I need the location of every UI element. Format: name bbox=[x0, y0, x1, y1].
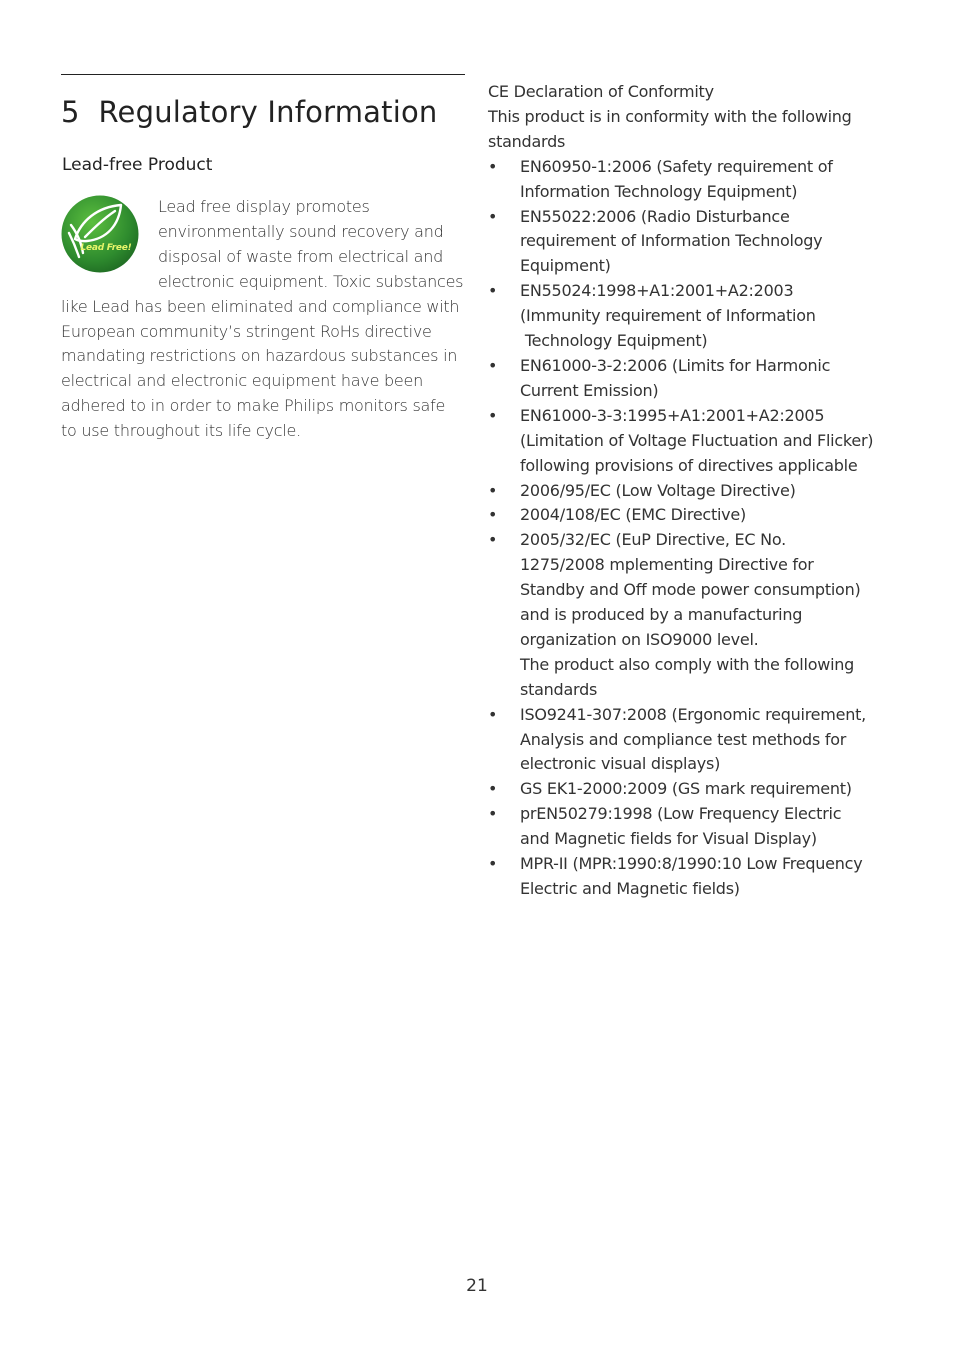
standards-list-item bbox=[488, 155, 888, 205]
standards-item-line: ISO9241-307:2008 (Ergonomic requirement, bbox=[520, 704, 866, 724]
bullet: • bbox=[488, 281, 498, 301]
standards-item-line: organization on ISO9000 level. bbox=[520, 629, 759, 649]
ce-intro: This product is in conformity with the following standards bbox=[488, 106, 852, 151]
standards-item-line: 1275/2008 mplementing Directive for bbox=[520, 555, 814, 575]
standards-item-line: EN55024:1998+A1:2001+A2:2003 bbox=[520, 281, 794, 301]
bullet: • bbox=[488, 779, 498, 799]
standards-item-line: 2005/32/EC (EuP Directive, EC No. bbox=[520, 530, 786, 550]
standards-item-line: Information Technology Equipment) bbox=[520, 181, 798, 201]
bullet: • bbox=[488, 405, 498, 425]
bullet: • bbox=[488, 206, 498, 226]
standards-item-line: (Immunity requirement of Information bbox=[520, 306, 816, 326]
standards-list-item bbox=[488, 354, 888, 404]
lead-free-paragraph: Lead free display promotes environmentally sound recovery and disposal of waste from electrical and electronic equipment. Toxic substances like Lead has been eliminated and compliance with European community’s stringent RoHs directive mandating restrictions on hazardous substances in electrical and electronic equipment have been adhered to in order to make Philips monitors safe to use throughout its life cycle. bbox=[61, 197, 464, 441]
standards-list-item bbox=[488, 279, 888, 354]
standards-item-line: MPR-II (MPR:1990:8/1990:10 Low Frequency bbox=[520, 854, 863, 874]
left-column bbox=[61, 74, 465, 444]
standards-list-item bbox=[488, 852, 888, 902]
bullet: • bbox=[488, 704, 498, 724]
standards-item-line: and is produced by a manufacturing bbox=[520, 605, 803, 625]
standards-item-line: Equipment) bbox=[520, 256, 611, 276]
standards-list-item bbox=[488, 479, 888, 504]
standards-list-item bbox=[488, 528, 888, 702]
standards-item-line: GS EK1-2000:2009 (GS mark requirement) bbox=[520, 779, 852, 799]
lead-free-heading: Lead-free Product bbox=[62, 155, 213, 175]
standards-list-item bbox=[488, 802, 888, 852]
standards-list-item bbox=[488, 703, 888, 778]
bullet: • bbox=[488, 355, 498, 375]
standards-item-line: Electric and Magnetic fields) bbox=[520, 879, 740, 898]
chapter-title bbox=[61, 94, 465, 130]
standards-item-line: prEN50279:1998 (Low Frequency Electric bbox=[520, 804, 842, 824]
standards-item-line: standards bbox=[520, 679, 598, 699]
lead-free-logo-icon bbox=[61, 195, 139, 273]
ce-title: CE Declaration of Conformity bbox=[488, 82, 714, 101]
standards-item-line: EN61000-3-3:1995+A1:2001+A2:2005 bbox=[520, 405, 825, 425]
right-column bbox=[488, 80, 888, 902]
bullet: • bbox=[488, 505, 498, 525]
chapter-rule bbox=[61, 74, 465, 75]
standards-item-line: Standby and Off mode power consumption) bbox=[520, 580, 861, 600]
chapter-number: 5 bbox=[61, 95, 80, 129]
bullet: • bbox=[488, 156, 498, 176]
standards-item-line: EN60950-1:2006 (Safety requirement of bbox=[520, 156, 833, 176]
standards-item-line: 2004/108/EC (EMC Directive) bbox=[520, 505, 746, 525]
standards-item-line: requirement of Information Technology bbox=[520, 231, 823, 251]
page-number: 21 bbox=[466, 1276, 488, 1296]
standards-list-item bbox=[488, 205, 888, 280]
standards-item-line: Technology Equipment) bbox=[520, 331, 708, 351]
standards-item-line: EN55022:2006 (Radio Disturbance bbox=[520, 206, 790, 226]
standards-item-line: 2006/95/EC (Low Voltage Directive) bbox=[520, 480, 796, 500]
standards-item-line: following provisions of directives applicable bbox=[520, 455, 858, 475]
standards-item-line: electronic visual displays) bbox=[520, 754, 721, 774]
lead-free-section bbox=[61, 195, 465, 444]
standards-item-line: (Limitation of Voltage Fluctuation and Flicker) bbox=[520, 430, 874, 450]
standards-item-line: and Magnetic fields for Visual Display) bbox=[520, 829, 817, 849]
standards-item-line: The product also comply with the following bbox=[520, 654, 855, 674]
bullet: • bbox=[488, 804, 498, 824]
bullet: • bbox=[488, 480, 498, 500]
standards-item-line: Analysis and compliance test methods for bbox=[520, 729, 847, 749]
lead-free-logo-text: Lead Free! bbox=[80, 243, 132, 253]
bullet: • bbox=[488, 854, 498, 874]
standards-item-line: Current Emission) bbox=[520, 380, 659, 400]
standards-list bbox=[488, 155, 888, 902]
standards-item-line: EN61000-3-2:2006 (Limits for Harmonic bbox=[520, 355, 831, 375]
standards-list-item bbox=[488, 777, 888, 802]
chapter-name: Regulatory Information bbox=[98, 95, 438, 129]
standards-list-item bbox=[488, 404, 888, 479]
bullet: • bbox=[488, 530, 498, 550]
standards-list-item bbox=[488, 503, 888, 528]
